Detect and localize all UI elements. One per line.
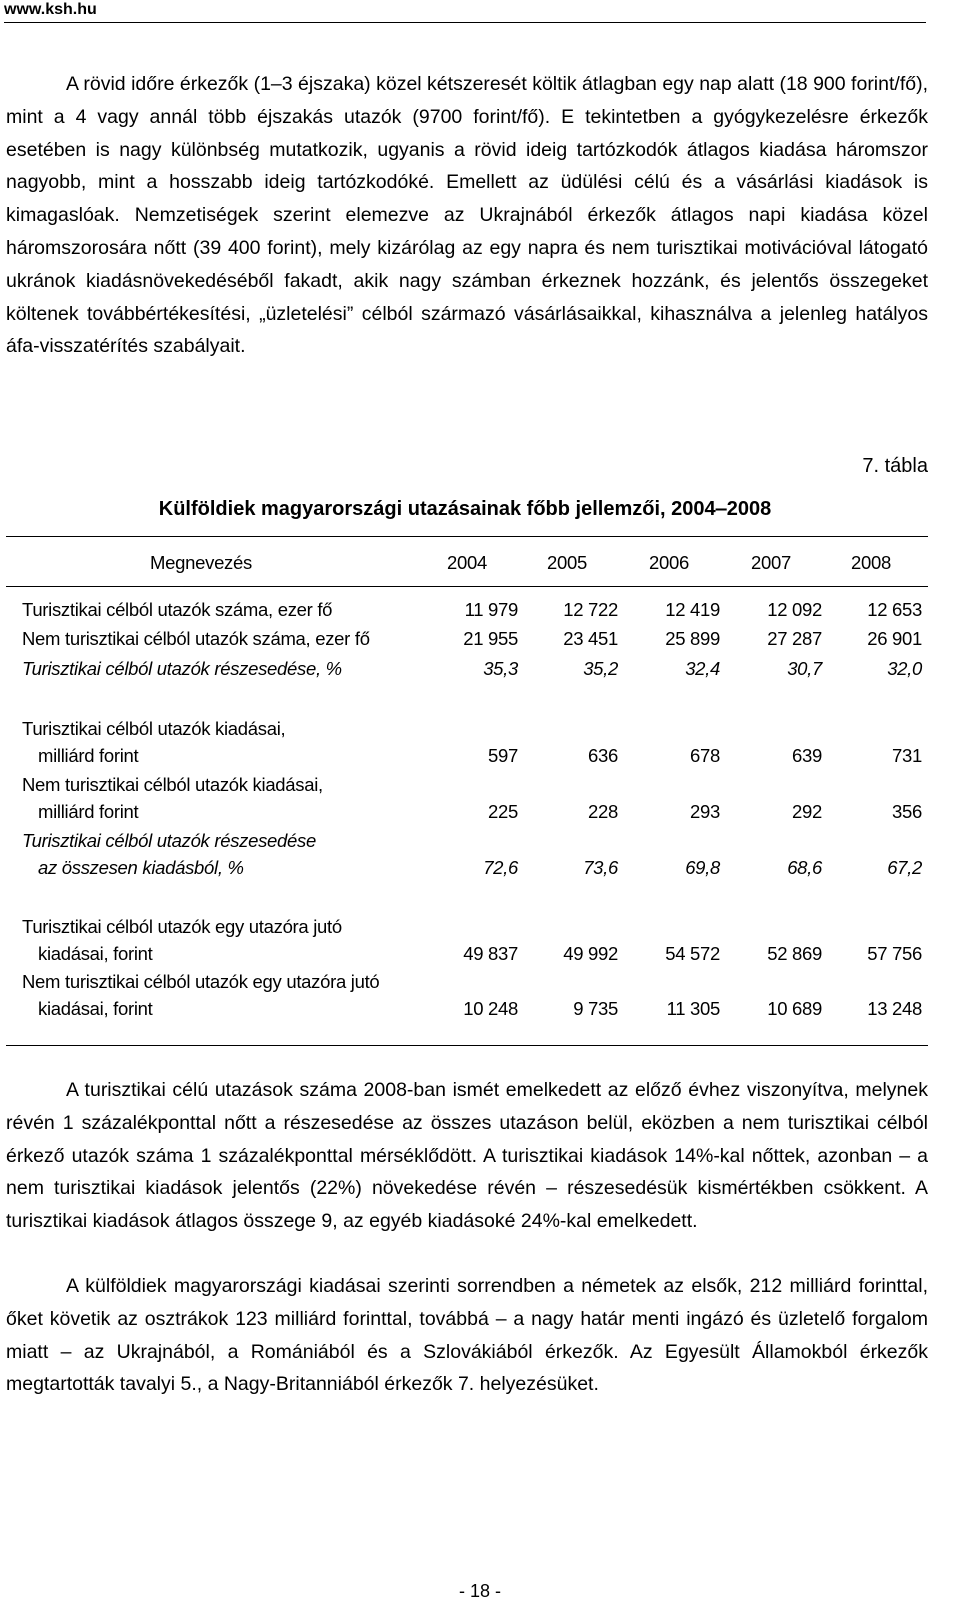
table-cell: 73,6 (583, 857, 618, 878)
table-cell: 12 419 (665, 599, 720, 620)
table-cell: 12 092 (767, 599, 822, 620)
row-label-line-2: az összesen kiadásból, % (38, 857, 244, 878)
row-label (22, 771, 452, 825)
row-label: Nem turisztikai célból utazók száma, ezer fő (22, 628, 370, 649)
table-cell: 10 689 (767, 998, 822, 1019)
table-cell: 21 955 (463, 628, 518, 649)
table-cell: 69,8 (685, 857, 720, 878)
row-label (22, 968, 452, 1022)
header-cell-2008: 2008 (851, 552, 891, 573)
table-title: Külföldiek magyarországi utazásainak főbb jellemzői, 2004‒2008 (158, 498, 772, 520)
row-label: Turisztikai célból utazók száma, ezer fő (22, 599, 333, 620)
table-cell: 72,6 (483, 857, 518, 878)
table-cell: 49 992 (563, 943, 618, 964)
paragraph-1 (6, 68, 928, 363)
table-cell: 30,7 (787, 658, 822, 679)
table-cell: 32,0 (887, 658, 922, 679)
table-cell: 49 837 (463, 943, 518, 964)
table-cell: 636 (588, 745, 618, 766)
row-label-line-2: milliárd forint (38, 745, 139, 766)
table-cell: 68,6 (787, 857, 822, 878)
table-cell: 597 (488, 745, 518, 766)
table-cell: 67,2 (887, 857, 922, 878)
paragraph-3 (6, 1270, 928, 1401)
table-bottom-rule (6, 1045, 928, 1046)
table-cell: 639 (792, 745, 822, 766)
table-cell: 293 (690, 801, 720, 822)
table-cell: 35,2 (583, 658, 618, 679)
row-label (22, 715, 452, 769)
table-cell: 26 901 (867, 628, 922, 649)
header-cell-name: Megnevezés (150, 552, 252, 573)
row-label-line-2: kiadásai, forint (38, 998, 153, 1019)
table-cell: 678 (690, 745, 720, 766)
table-cell: 356 (892, 801, 922, 822)
table-header-row (6, 537, 928, 587)
table-cell: 23 451 (563, 628, 618, 649)
row-label: Turisztikai célból utazók részesedése, % (22, 658, 342, 679)
row-label-line-1: Turisztikai célból utazók részesedése (22, 830, 316, 851)
row-label-line-1: Nem turisztikai célból utazók kiadásai, (22, 774, 323, 795)
row-label-line-2: milliárd forint (38, 801, 139, 822)
table-cell: 25 899 (665, 628, 720, 649)
page-header (4, 0, 926, 23)
table-cell: 12 722 (563, 599, 618, 620)
paragraph-1-text: A rövid időre érkezők (1–3 éjszaka) közel kétszeresét költik átlagban egy nap alatt (18 900 forint/fő), mint a 4 vagy annál több éjszakás utazók (9700 forint/fő). E tekintetben a gyógykezelésre érkezők esetében is nagy különbség mutatkozik, ugyanis a rövid ideig tartózkodók átlagos kiadása háromszor nagyobb, mint a hosszabb ideig tartózkodóké. Emellett az üdülési célú és a vásárlási kiadások is kimagaslóak. Nemzetiségek szerint elemezve az Ukrajnából érkezők átlagos napi kiadása közel háromszorosára nőtt (39 400 forint), mely kizárólag az egy napra és nem turisztikai motivációval látogató ukránok kiadásnövekedéséből fakadt, akik nagy számban érkeznek hozzánk, és jelentős összegeket költenek továbbértékesítési, „üzletelési” célból származó vásárlásaikkal, kihasználva a jelenleg hatályos áfa-visszatérítés szabályait. (6, 73, 928, 358)
table-cell: 54 572 (665, 943, 720, 964)
table-cell: 11 979 (464, 599, 518, 620)
header-cell-2005: 2005 (547, 552, 587, 573)
row-label (22, 827, 452, 881)
row-label-line-2: kiadásai, forint (38, 943, 153, 964)
table-cell: 32,4 (685, 658, 720, 679)
table-number: 7. tábla (862, 455, 928, 477)
table-cell: 35,3 (483, 658, 518, 679)
table-cell: 57 756 (867, 943, 922, 964)
paragraph-3-text: A külföldiek magyarországi kiadásai szerinti sorrendben a németek az elsők, 212 milliárd forinttal, őket követik az osztrákok 123 milliárd forinttal, továbbá – a nagy határ menti ingázó és üzletelő forgalom miatt – az Ukrajnából, a Romániából és a Szlovákiából érkezők. Az Egyesült Államokból érkezők megtartották tavalyi 5., a Nagy-Britanniából érkezők 7. helyezésüket. (6, 1275, 928, 1396)
header-cell-2006: 2006 (649, 552, 689, 573)
row-label (22, 913, 452, 967)
table-cell: 10 248 (463, 998, 518, 1019)
row-label-line-1: Turisztikai célból utazók kiadásai, (22, 718, 286, 739)
table-cell: 52 869 (767, 943, 822, 964)
header-cell-2004: 2004 (447, 552, 487, 573)
page-number: - 18 - (458, 1581, 501, 1601)
table-cell: 225 (488, 801, 518, 822)
paragraph-2-text: A turisztikai célú utazások száma 2008-ban ismét emelkedett az előző évhez viszonyítva, melynek révén 1 százalékponttal nőtt a részesedése az összes utazáson belül, eközben a nem turisztikai célból érkező utazók száma 1 százalékponttal mérséklődött. A turisztikai kiadások 14%-kal nőttek, azonban – a nem turisztikai kiadások jelentős (22%) növekedése révén – részesedésük kismértékben csökkent. A turisztikai kiadások átlagos összege 9, az egyéb kiadásoké 24%-kal emelkedett. (6, 1079, 928, 1233)
table-cell: 13 248 (867, 998, 922, 1019)
row-label-line-1: Turisztikai célból utazók egy utazóra jutó (22, 916, 342, 937)
table-cell: 9 735 (573, 998, 618, 1019)
row-label-line-1: Nem turisztikai célból utazók egy utazóra jutó (22, 971, 380, 992)
table-cell: 27 287 (767, 628, 822, 649)
table-cell: 228 (588, 801, 618, 822)
paragraph-2 (6, 1074, 928, 1238)
header-cell-2007: 2007 (751, 552, 791, 573)
table-cell: 731 (892, 745, 922, 766)
table-cell: 292 (792, 801, 822, 822)
table-cell: 12 653 (867, 599, 922, 620)
site-link[interactable]: www.ksh.hu (4, 1, 97, 18)
table-cell: 11 305 (666, 998, 720, 1019)
